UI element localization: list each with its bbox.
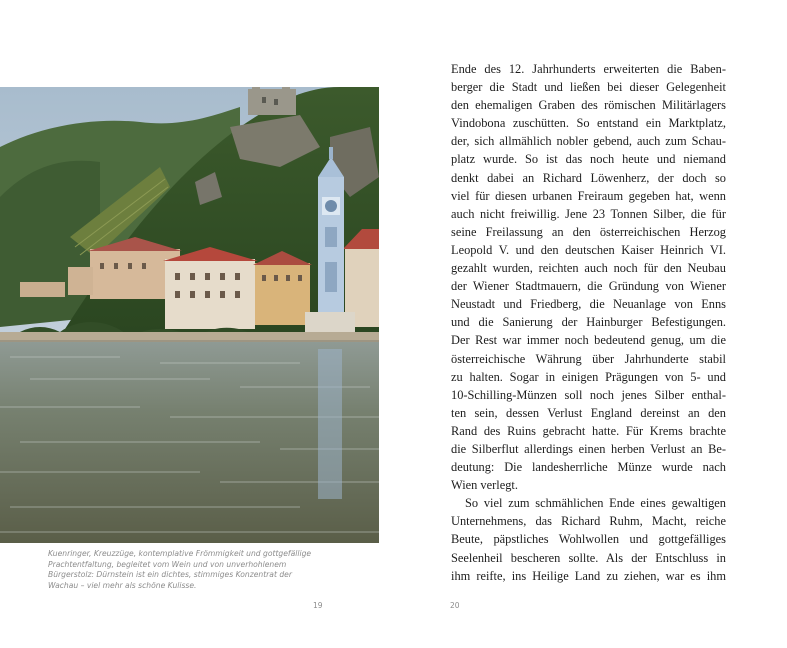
text-line: berger die Stadt und ließen bei dieser Gelegenheit bbox=[451, 80, 726, 95]
text-line: Leopold V. und den deutschen Kaiser Heinrich VI. bbox=[451, 242, 726, 257]
text-line: Vindobona zuschütten. So entstand ein Marktplatz, bbox=[451, 116, 726, 131]
caption-line: Bürgerstolz: Dürnstein ist ein dichtes, stimmiges Konzentrat der bbox=[48, 570, 292, 580]
text-line: So viel zum schmählichen Ende eines gewaltigen bbox=[465, 496, 726, 511]
text-line: gezahlt wurden, reichten auch noch für den Neubau bbox=[451, 261, 726, 276]
caption-line: Prachtentfaltung, begleitet vom Wein und von unverhohlenem bbox=[48, 559, 287, 569]
page-number-left: 19 bbox=[313, 601, 323, 610]
text-line: die Silberflut allerdings einen herben Verlust an Be- bbox=[451, 441, 726, 456]
text-line: seine Freilassung an den österreichischen Herzog bbox=[451, 224, 726, 239]
text-line: 10-Schilling-Münzen soll noch jenes Silber enthal- bbox=[451, 387, 726, 402]
text-line: viel für diesen urbanen Freiraum gegeben hat, wenn bbox=[451, 188, 726, 203]
text-line: denkt dabei an Richard Löwenherz, der doch so bbox=[451, 170, 726, 185]
durnstein-illustration bbox=[0, 87, 379, 543]
text-line: österreichische Währung über Jahrhunderte stabil bbox=[451, 351, 726, 366]
text-line: Rand des Ruins gebracht hatte. Für Krems brachte bbox=[451, 423, 726, 438]
text-line: und die Sanierung der Hainburger Befestigungen. bbox=[451, 315, 726, 330]
text-line: ihm reifte, ins Heilige Land zu ziehen, war es ihm bbox=[451, 568, 726, 583]
body-text bbox=[451, 60, 726, 585]
text-line: deutung: Die landesherrliche Münze wurde nach bbox=[451, 460, 726, 475]
text-line: Neustadt und Friedberg, die Neuanlage von Enns bbox=[451, 297, 726, 312]
text-line: der, sich allmählich nobler gebend, auch zum Schau- bbox=[451, 134, 726, 149]
text-line: der Wiener Stadtmauern, die Gründung von Wiener bbox=[451, 279, 726, 294]
text-line: Der Rest war immer noch bedeutend genug, um die bbox=[451, 333, 726, 348]
caption-line: Kuenringer, Kreuzzüge, kontemplative Frömmigkeit und gottgefällige bbox=[48, 549, 312, 558]
caption-line: Wachau – viel mehr als schöne Kulisse. bbox=[48, 580, 197, 590]
text-line: den ehemaligen Graben des römischen Militärlagers bbox=[451, 98, 726, 113]
text-line: zu halten. Sogar in einigen Prägungen von 5- und bbox=[451, 369, 726, 384]
durnstein-photo bbox=[0, 87, 379, 543]
text-line: Ende des 12. Jahrhunderts erweiterten die Baben- bbox=[451, 62, 726, 76]
text-line: Seelenheil bescheren sollte. Als der Entschluss in bbox=[451, 550, 726, 565]
text-line: Unternehmens, das Richard Ruhm, Macht, reiche bbox=[451, 514, 726, 529]
text-line: ten sein, dessen Verlust England dereinst an den bbox=[451, 405, 726, 420]
text-line: auch nicht freiwillig. Jene 23 Tonnen Silber, die für bbox=[451, 206, 726, 221]
text-line: platz wurde. So ist das noch heute und niemand bbox=[451, 152, 726, 167]
photo-caption bbox=[48, 549, 348, 591]
page-number-right: 20 bbox=[450, 601, 460, 610]
text-line: Beute, päpstliches Wohlwollen und gottgefälliges bbox=[451, 532, 726, 547]
text-line: Wien verlegt. bbox=[451, 478, 518, 493]
